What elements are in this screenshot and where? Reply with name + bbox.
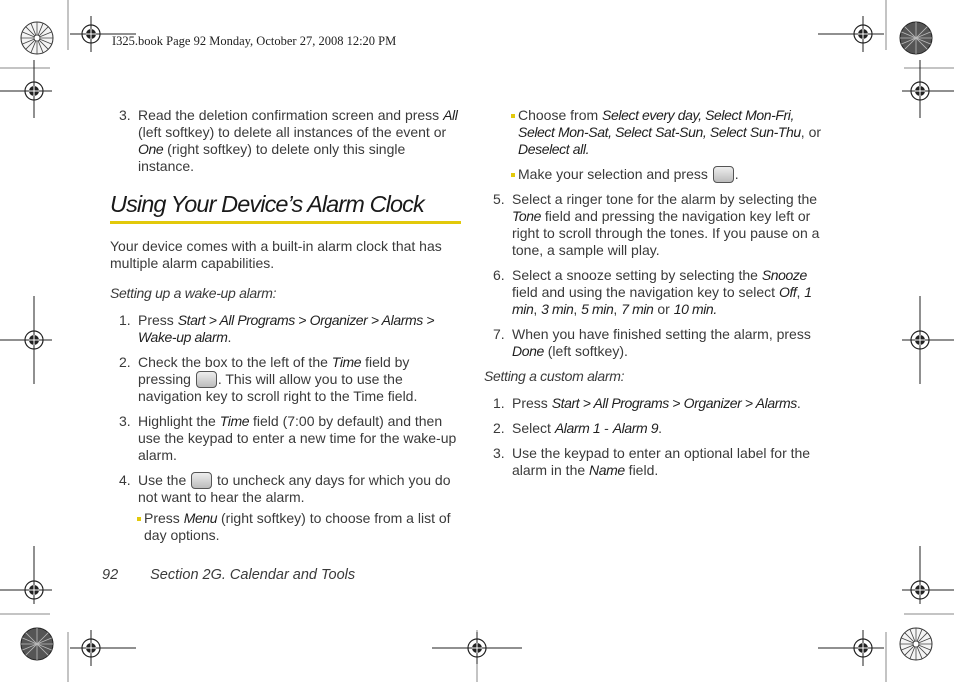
wakeup-step-4: 4. Use the to uncheck any days for which you do not want to hear the alarm. (119, 472, 451, 505)
print-header: I325.book Page 92 Monday, October 27, 2008 12:20 PM (112, 34, 397, 48)
intro-paragraph: Your device comes with a built-in alarm clock that has multiple alarm capabilities. (110, 238, 442, 271)
bullet-menu-options: Press Menu (right softkey) to choose from a list of day options. (110, 510, 462, 544)
menu-path: Start > All Programs > Organizer > Alarms > Wake-up alarm (138, 312, 435, 345)
wakeup-step-7: 7. When you have finished setting the alarm, press Done (left softkey). (493, 326, 811, 359)
section-label: Section 2G. Calendar and Tools (150, 567, 356, 583)
subhead-wakeup: Setting up a wake-up alarm: (110, 285, 277, 301)
page-number: 92 (102, 567, 119, 583)
bullet-choose-days: Choose from Select every day, Select Mon-Fri, Select Mon-Sat, Select Sat-Sun, Select Sun-Thu, or Deselect all. (484, 107, 832, 158)
menu-path: Start > All Programs > Organizer > Alarms (551, 395, 797, 411)
wakeup-step-6: 6. Select a snooze setting by selecting the Snooze field and using the navigation key to select Off, 1 min, 3 min, 5 min, 7 min or 10 min. (493, 267, 812, 317)
wakeup-step-3: 3. Highlight the Time field (7:00 by default) and then use the keypad to enter a new time for the wake-up alarm. (119, 413, 457, 463)
softkey-all: All (443, 107, 458, 123)
custom-step-3: 3. Use the keypad to enter an optional label for the alarm in the Name field. (493, 445, 811, 478)
wakeup-step-2: 2. Check the box to the left of the Time field by pressing . This will allow you to use the navigation key to scroll right to the Time field. (119, 354, 418, 404)
bullet-make-selection: Make your selection and press . (484, 166, 832, 183)
custom-step-1: 1. Press Start > All Programs > Organizer > Alarms. (493, 395, 801, 411)
step-3-delete: 3. Read the deletion confirmation screen and press All (left softkey) to delete all instances of the event or One (right softkey) to delete only this single instance. (119, 107, 458, 174)
wakeup-step-1: 1. Press Start > All Programs > Organizer > Alarms > Wake-up alarm. (119, 312, 435, 345)
wakeup-step-5: 5. Select a ringer tone for the alarm by selecting the Tone field and pressing the navigation key left or right to scroll through the tones. If you pause on a tone, a sample will play. (493, 191, 820, 258)
softkey-one: One (138, 141, 164, 157)
step-number: 3. (119, 107, 131, 123)
subhead-custom: Setting a custom alarm: (484, 368, 625, 384)
section-title: Using Your Device’s Alarm Clock (110, 190, 461, 224)
custom-step-2: 2. Select Alarm 1 - Alarm 9. (493, 420, 663, 436)
